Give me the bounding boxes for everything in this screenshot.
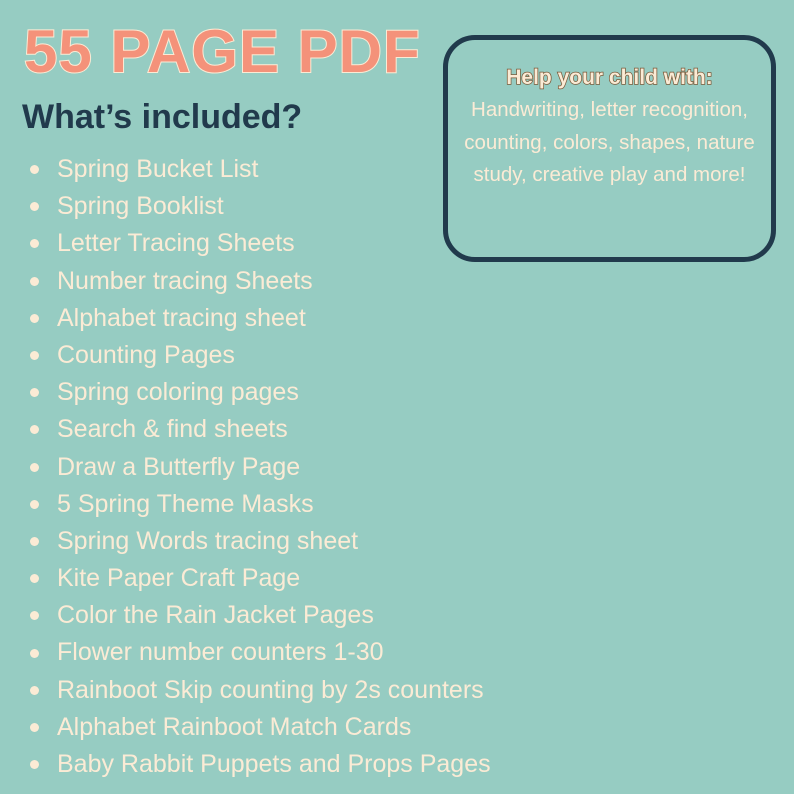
included-list: [30, 151, 491, 783]
bullet-icon: [30, 388, 39, 397]
callout-title: Help your child with:: [506, 66, 713, 89]
bullet-icon: [30, 463, 39, 472]
bullet-icon: [30, 351, 39, 360]
list-item-label: Flower number counters 1-30: [57, 638, 384, 667]
bullet-icon: [30, 611, 39, 620]
list-item: [30, 486, 491, 523]
bullet-icon: [30, 202, 39, 211]
bullet-icon: [30, 686, 39, 695]
bullet-icon: [30, 165, 39, 174]
list-item-label: Spring coloring pages: [57, 378, 299, 407]
list-item-label: Baby Rabbit Puppets and Props Pages: [57, 750, 491, 778]
list-item-label: Search & find sheets: [57, 415, 288, 444]
list-item-label: Kite Paper Craft Page: [57, 564, 301, 593]
list-item: [30, 523, 491, 560]
bullet-icon: [30, 500, 39, 509]
list-item-label: 5 Spring Theme Masks: [57, 489, 314, 518]
callout-box: [443, 35, 776, 262]
list-item-label: Rainboot Skip counting by 2s counters: [57, 675, 484, 704]
bullet-icon: [30, 239, 39, 248]
bullet-icon: [30, 574, 39, 583]
list-item-label: Spring Words tracing sheet: [57, 526, 359, 555]
list-item: [30, 411, 491, 448]
list-item: [30, 560, 491, 597]
list-item: [30, 597, 491, 634]
page-title: 55 PAGE PDF: [24, 18, 421, 85]
callout-body: Handwriting, letter recognition, counting, colors, shapes, nature study, creative play and more!: [464, 98, 755, 186]
bullet-icon: [30, 425, 39, 434]
list-item: [30, 188, 491, 225]
list-item-label: Counting Pages: [57, 340, 235, 369]
section-heading: What’s included?: [22, 98, 303, 136]
bullet-icon: [30, 537, 39, 546]
list-item-label: Alphabet Rainboot Match Cards: [57, 712, 412, 741]
list-item-label: Color the Rain Jacket Pages: [57, 601, 374, 630]
list-item: [30, 672, 491, 709]
list-item-label: Number tracing Sheets: [57, 266, 313, 295]
list-item: [30, 449, 491, 486]
list-item-label: Spring Bucket List: [57, 155, 259, 183]
list-item-label: Draw a Butterfly Page: [57, 452, 301, 481]
bullet-icon: [30, 649, 39, 658]
list-item-label: Alphabet tracing sheet: [57, 303, 306, 332]
list-item: [30, 746, 491, 783]
list-item: [30, 225, 491, 262]
list-item: [30, 634, 491, 671]
bullet-icon: [30, 277, 39, 286]
list-item-label: Letter Tracing Sheets: [57, 229, 295, 258]
list-item: [30, 151, 491, 188]
list-item: [30, 300, 491, 337]
list-item-label: Spring Booklist: [57, 192, 224, 221]
bullet-icon: [30, 760, 39, 769]
list-item: [30, 337, 491, 374]
bullet-icon: [30, 723, 39, 732]
list-item: [30, 263, 491, 300]
list-item: [30, 374, 491, 411]
list-item: [30, 709, 491, 746]
bullet-icon: [30, 314, 39, 323]
